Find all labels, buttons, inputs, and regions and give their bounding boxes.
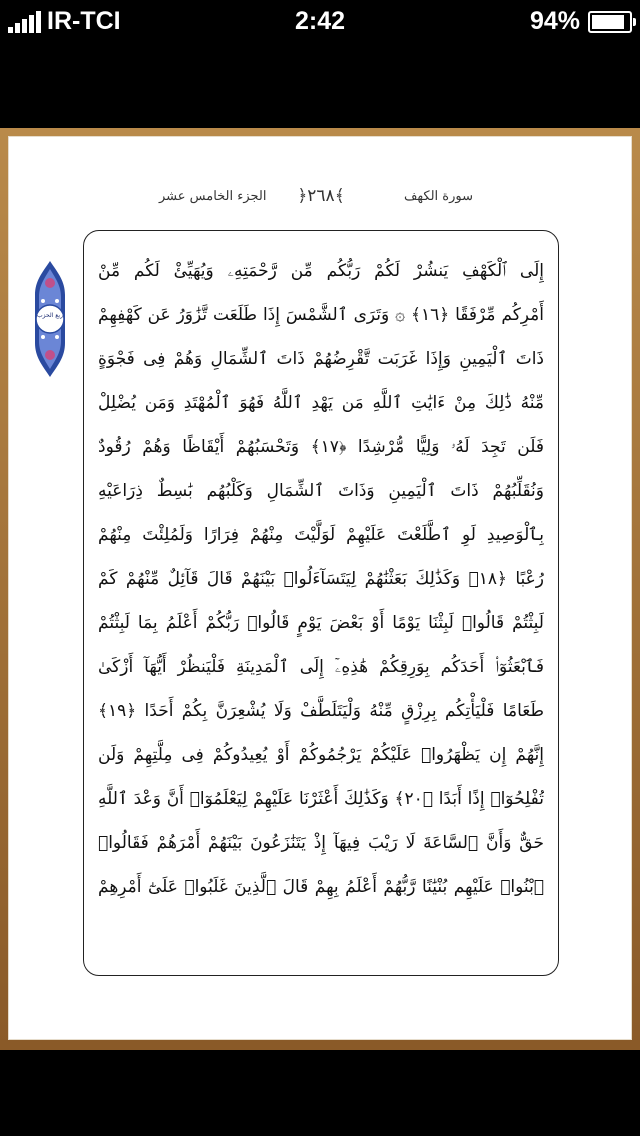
verse-line[interactable]: رُعْبًا ﴿١٨﴾ وَكَذَٰلِكَ بَعَثْنَٰهُمْ لِيَتَسَآءَلُوا۟ بَيْنَهُمْ قَالَ قَآئِلٌ مِّنْهُمْ كَمْ [98,569,544,589]
verse-line[interactable]: إِلَى ٱلْكَهْفِ يَنشُرْ لَكُمْ رَبُّكُم مِّن رَّحْمَتِهِۦ وَيُهَيِّئْ لَكُم مِّنْ [98,261,544,281]
carrier-name: IR-TCI [47,7,121,35]
page-frame[interactable] [0,128,640,1050]
battery-icon [588,11,632,33]
battery-percent: 94% [529,7,580,35]
verse-text-box[interactable] [83,230,559,976]
page-header [9,183,633,213]
verse-line[interactable]: فَٱبْعَثُوٓا۟ أَحَدَكُم بِوَرِقِكُمْ هَٰذِهِۦٓ إِلَى ٱلْمَدِينَةِ فَلْيَنظُرْ أَيُّهَآ أَزْكَىٰ [98,657,544,677]
surah-name: سورة الكهف [403,189,473,204]
verse-line[interactable]: طَعَامًا فَلْيَأْتِكُم بِرِزْقٍ مِّنْهُ وَلْيَتَلَطَّفْ وَلَا يُشْعِرَنَّ بِكُمْ أَحَدًا ﴿١٩﴾ [98,701,544,721]
status-bar [0,0,640,40]
verse-line[interactable]: إِنَّهُمْ إِن يَظْهَرُوا۟ عَلَيْكُمْ يَرْجُمُوكُمْ أَوْ يُعِيدُوكُمْ فِى مِلَّتِهِمْ وَلَن [98,745,544,765]
verse-line[interactable]: مِّنْهُ ذَٰلِكَ مِنْ ءَايَٰتِ ٱللَّهِ مَن يَهْدِ ٱللَّهُ فَهُوَ ٱلْمُهْتَدِ وَمَن يُضْلِلْ [98,393,544,413]
verse-line[interactable]: تُفْلِحُوٓا۟ إِذًا أَبَدًا ﴿٢٠﴾ وَكَذَٰلِكَ أَعْثَرْنَا عَلَيْهِمْ لِيَعْلَمُوٓا۟ أَنَّ وَعْدَ ٱللَّهِ [98,789,544,809]
verse-line[interactable]: أَمْرِكُم مِّرْفَقًا ﴿١٦﴾ ۞ وَتَرَى ٱلشَّمْسَ إِذَا طَلَعَت تَّزَٰوَرُ عَن كَهْفِهِمْ [98,305,544,325]
verse-line[interactable]: حَقٌّ وَأَنَّ ٱلسَّاعَةَ لَا رَيْبَ فِيهَآ إِذْ يَتَنَٰزَعُونَ بَيْنَهُمْ أَمْرَهُمْ فَقَالُوا۟ [98,833,544,853]
mushaf-page[interactable] [8,136,632,1040]
hizb-marker-icon[interactable] [33,259,67,379]
hizb-label: ربع الحزب [37,312,63,319]
verse-line[interactable]: ذَاتَ ٱلْيَمِينِ وَإِذَا غَرَبَت تَّقْرِضُهُمْ ذَاتَ ٱلشِّمَالِ وَهُمْ فِى فَجْوَةٍ [98,349,544,369]
page-number: ﴿٢٦٨﴾ [297,186,345,206]
juz-label: الجزء الخامس عشر [159,189,267,204]
verse-line[interactable]: وَنُقَلِّبُهُمْ ذَاتَ ٱلْيَمِينِ وَذَاتَ ٱلشِّمَالِ وَكَلْبُهُم بَٰسِطٌ ذِرَاعَيْهِ [98,481,544,501]
verse-line[interactable]: ٱبْنُوا۟ عَلَيْهِم بُنْيَٰنًا رَّبُّهُمْ أَعْلَمُ بِهِمْ قَالَ ٱلَّذِينَ غَلَبُوا۟ عَلَىٰٓ أَمْرِهِمْ [98,877,544,897]
clock: 2:42 [294,7,346,35]
battery-group [530,7,632,36]
verse-line[interactable]: فَلَن تَجِدَ لَهُۥ وَلِيًّا مُّرْشِدًا ﴿١٧﴾ وَتَحْسَبُهُمْ أَيْقَاظًا وَهُمْ رُقُودٌ [98,437,544,457]
verse-line[interactable]: بِٱلْوَصِيدِ لَوِ ٱطَّلَعْتَ عَلَيْهِمْ لَوَلَّيْتَ مِنْهُمْ فِرَارًا وَلَمُلِئْتَ مِنْهُمْ [98,525,544,545]
verse-line[interactable]: لَبِثْتُمْ قَالُوا۟ لَبِثْنَا يَوْمًا أَوْ بَعْضَ يَوْمٍ قَالُوا۟ رَبُّكُمْ أَعْلَمُ بِمَا لَبِثْتُمْ [98,613,544,633]
